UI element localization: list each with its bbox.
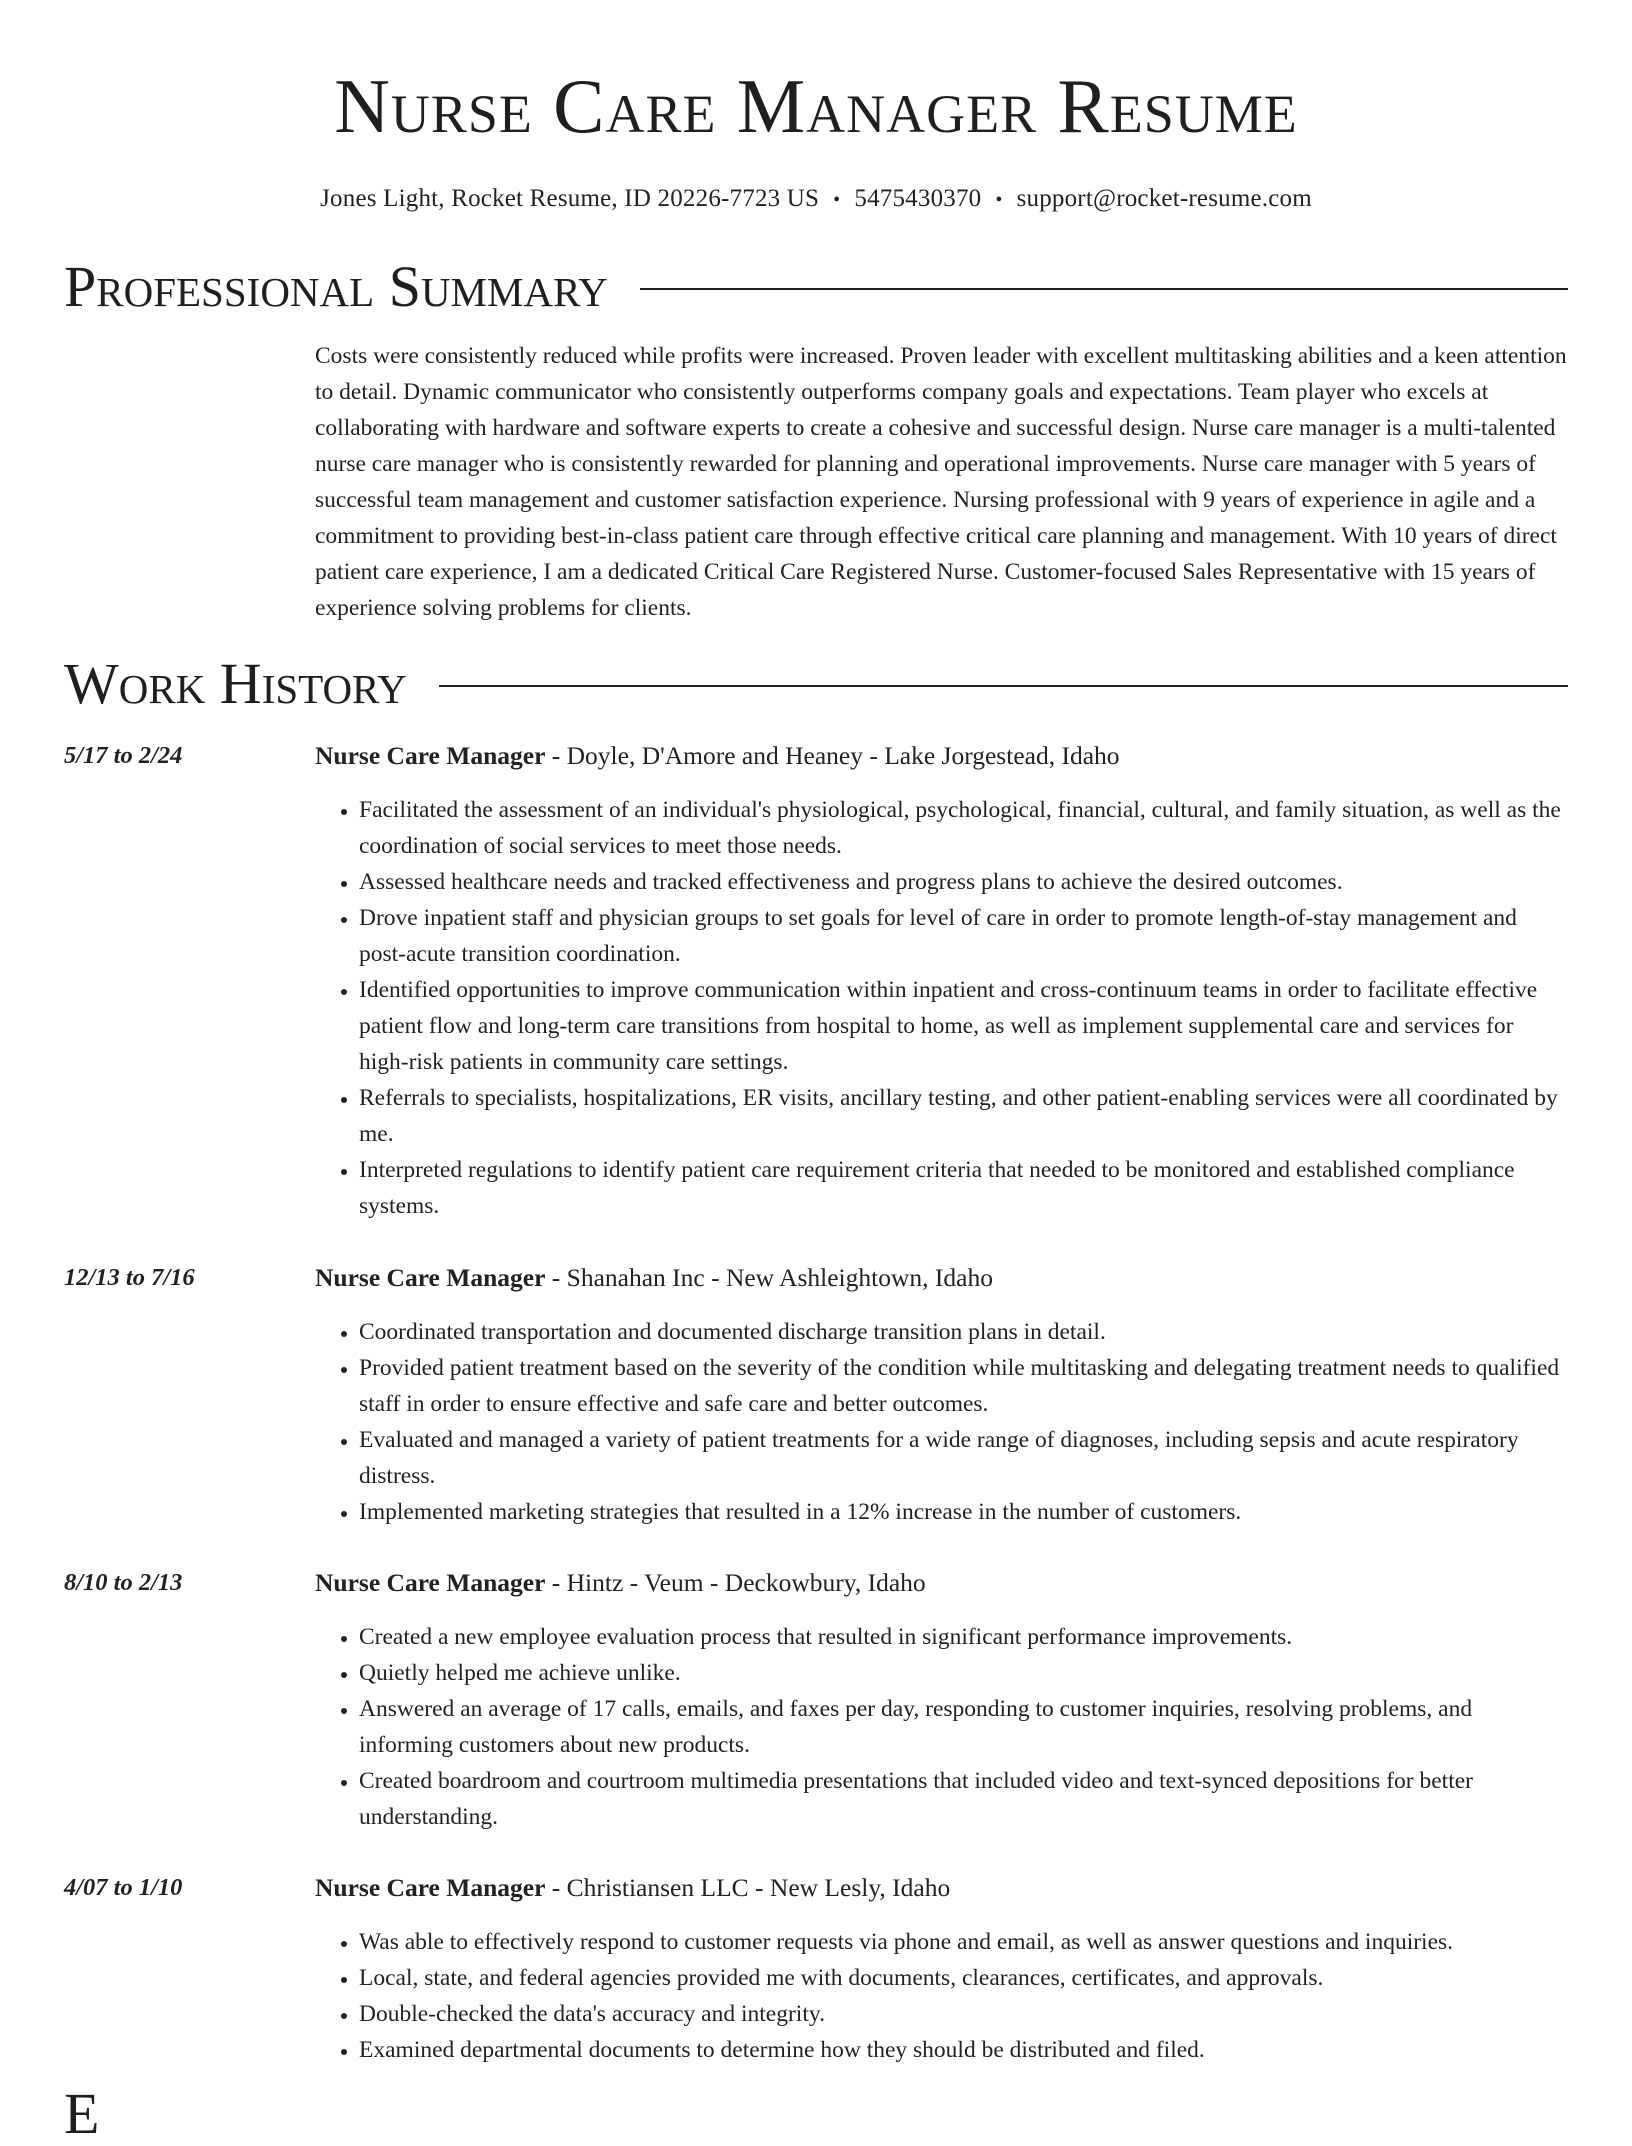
section-divider [439, 685, 1568, 687]
job-dates: 12/13 to 7/16 [64, 1264, 195, 1291]
job-bullet: • Created boardroom and courtroom multimedia presentations that included video and text-synced depositions for better understanding. [359, 1763, 1568, 1835]
job-bullet: • Drove inpatient staff and physician groups to set goals for level of care in order to promote length-of-stay management and post-acute transition coordination. [359, 900, 1568, 972]
job-bullet: • Implemented marketing strategies that resulted in a 12% increase in the number of customers. [359, 1494, 1568, 1530]
job-bullet: • Quietly helped me achieve unlike. [359, 1655, 1568, 1691]
job-employer-location: - Christiansen LLC - New Lesly, Idaho [545, 1873, 951, 1902]
job-bullet-list [315, 1924, 1568, 2068]
job-title: Nurse Care Manager [315, 1263, 546, 1292]
resume-page [64, 0, 1568, 2146]
job-header [315, 1260, 993, 1296]
job-bullet: • Coordinated transportation and documented discharge transition plans in detail. [359, 1314, 1568, 1350]
contact-address: Jones Light, Rocket Resume, ID 20226-7723 US [320, 185, 820, 212]
job-bullet: • Assessed healthcare needs and tracked effectiveness and progress plans to achieve the desired outcomes. [359, 864, 1568, 900]
job-bullet-list [315, 1314, 1568, 1530]
job-bullet-list [315, 1619, 1568, 1835]
job-bullet: • Referrals to specialists, hospitalizations, ER visits, ancillary testing, and other patient-enabling services were all coordinated by me. [359, 1080, 1568, 1152]
job-title: Nurse Care Manager [315, 1873, 546, 1902]
contact-phone: 5475430370 [854, 185, 982, 212]
contact-line [64, 184, 1568, 215]
section-title: Work History [64, 651, 407, 716]
job-header [315, 1870, 950, 1906]
job-employer-location: - Doyle, D'Amore and Heaney - Lake Jorgestead, Idaho [545, 741, 1120, 770]
section-divider [640, 288, 1568, 290]
job-bullet: • Interpreted regulations to identify patient care requirement criteria that needed to be monitored and established compliance systems. [359, 1152, 1568, 1224]
section-title-partial: E [64, 2081, 100, 2146]
job-title: Nurse Care Manager [315, 741, 546, 770]
contact-email: support@rocket-resume.com [1016, 185, 1312, 212]
section-title: Professional Summary [64, 254, 608, 319]
job-employer-location: - Shanahan Inc - New Ashleightown, Idaho [545, 1263, 993, 1292]
job-header [315, 1565, 926, 1601]
job-bullet: • Evaluated and managed a variety of patient treatments for a wide range of diagnoses, including sepsis and acute respiratory distress. [359, 1422, 1568, 1494]
job-employer-location: - Hintz - Veum - Deckowbury, Idaho [545, 1568, 926, 1597]
job-dates: 8/10 to 2/13 [64, 1569, 183, 1596]
next-section-heading [64, 2082, 1568, 2146]
job-bullet: • Provided patient treatment based on the severity of the condition while multitasking and delegating treatment needs to qualified staff in order to ensure effective and safe care and better outcomes. [359, 1350, 1568, 1422]
work-history-heading [64, 652, 1568, 716]
job-title: Nurse Care Manager [315, 1568, 546, 1597]
job-bullet-list [315, 792, 1568, 1224]
job-bullet: • Created a new employee evaluation process that resulted in significant performance improvements. [359, 1619, 1568, 1655]
professional-summary-heading [64, 255, 1568, 319]
job-bullet: • Local, state, and federal agencies provided me with documents, clearances, certificates, and approvals. [359, 1960, 1568, 1996]
resume-title: Nurse Care Manager Resume [334, 63, 1298, 149]
job-bullet: • Facilitated the assessment of an individual's physiological, psychological, financial, cultural, and family situation, as well as the coordination of social services to meet those needs. [359, 792, 1568, 864]
job-header [315, 738, 1120, 774]
job-bullet: • Was able to effectively respond to customer requests via phone and email, as well as answer questions and inquiries. [359, 1924, 1568, 1960]
job-bullet: • Double-checked the data's accuracy and integrity. [359, 1996, 1568, 2032]
job-bullet: • Examined departmental documents to determine how they should be distributed and filed. [359, 2032, 1568, 2068]
job-bullet: • Answered an average of 17 calls, emails, and faxes per day, responding to customer inquiries, resolving problems, and informing customers about new products. [359, 1691, 1568, 1763]
professional-summary-text: Costs were consistently reduced while profits were increased. Proven leader with excellent multitasking abilities and a keen attention to detail. Dynamic communicator who consistently outperforms company goals and expectations. Team player who excels at collaborating with hardware and software experts to create a cohesive and successful design. Nurse care manager is a multi-talented nurse care manager who is consistently rewarded for planning and operational improvements. Nurse care manager with 5 years of successful team management and customer satisfaction experience. Nursing professional with 9 years of experience in agile and a commitment to providing best-in-class patient care through effective critical care planning and management. With 10 years of direct patient care experience, I am a dedicated Critical Care Registered Nurse. Customer-focused Sales Representative with 15 years of experience solving problems for clients. [315, 343, 1567, 621]
contact-separator: • [995, 189, 1003, 211]
job-bullet: • Identified opportunities to improve communication within inpatient and cross-continuum teams in order to facilitate effective patient flow and long-term care transitions from hospital to home, as well as implement supplemental care and services for high-risk patients in community care settings. [359, 972, 1568, 1080]
job-dates: 5/17 to 2/24 [64, 742, 183, 769]
job-dates: 4/07 to 1/10 [64, 1874, 183, 1901]
contact-separator: • [833, 189, 841, 211]
